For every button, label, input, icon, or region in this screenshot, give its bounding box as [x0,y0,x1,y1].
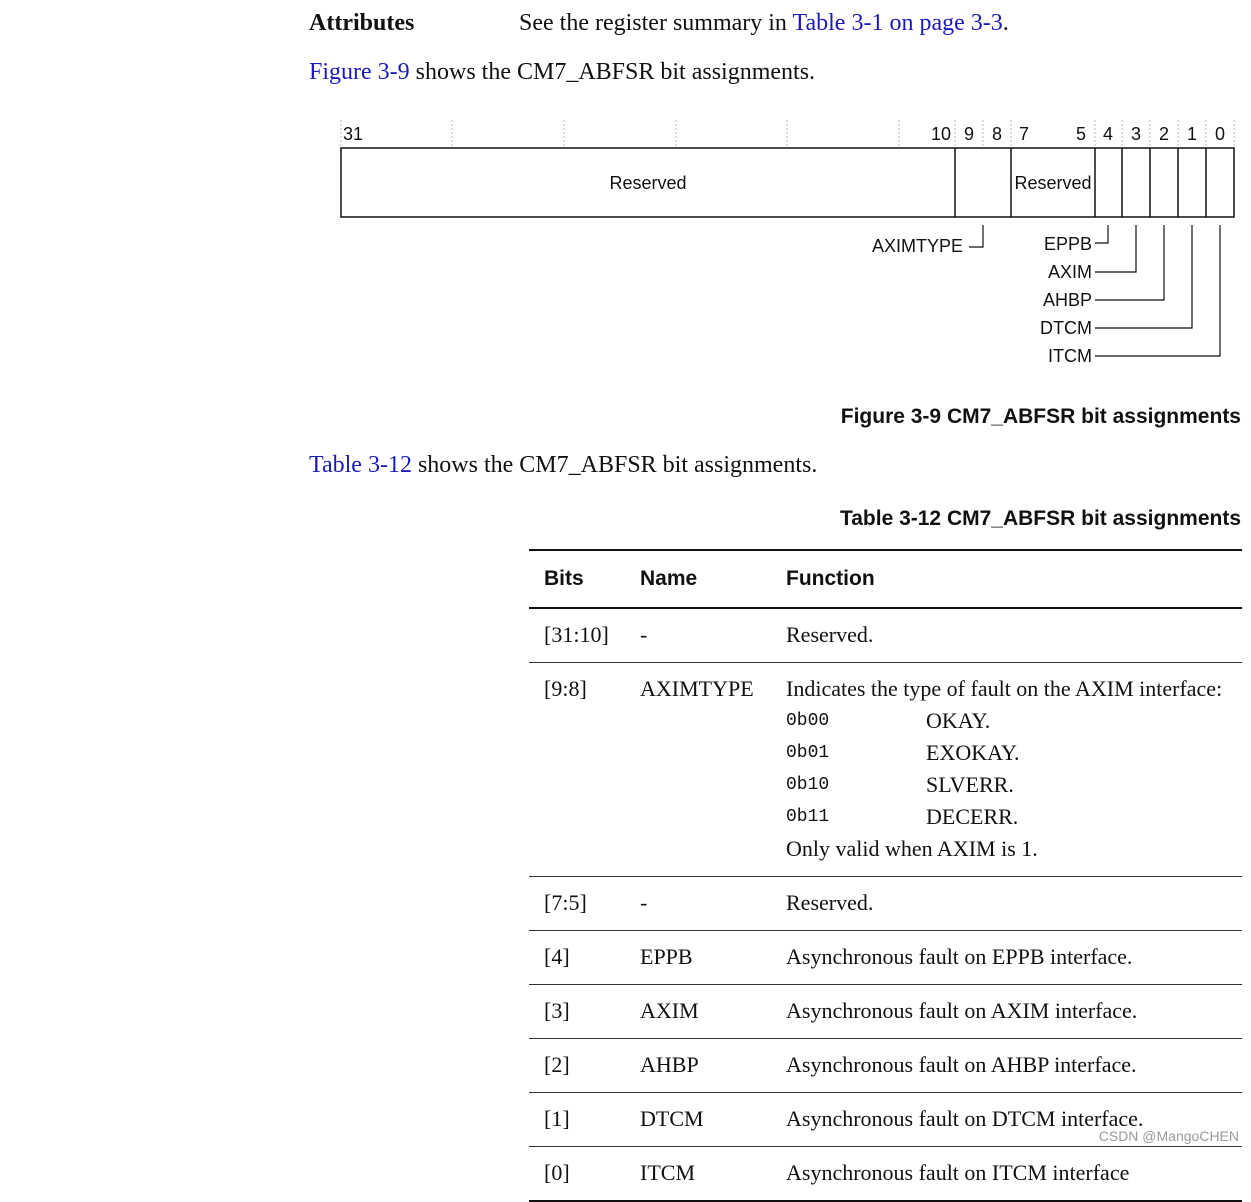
table-header-row [529,550,1242,608]
cell-function: Asynchronous fault on ITCM interface [786,1160,1130,1185]
encoding-code: 0b01 [786,743,830,763]
encoding-row [786,737,1242,769]
header-bits: Bits [544,567,584,590]
bit-number-1: 1 [1186,124,1198,144]
bit-number-10: 10 [930,124,952,144]
cell-function: Asynchronous fault on AXIM interface. [786,998,1138,1023]
cell-function: Reserved. [786,622,874,647]
table-intro [309,452,817,479]
table-row [529,663,1242,877]
cell-name: - [640,622,648,647]
callout-leaders [969,225,1220,356]
bit-number-7: 7 [1018,124,1030,144]
bit-assignments-table [529,549,1242,1202]
cell-name: DTCM [640,1106,704,1131]
table-row [529,931,1242,985]
bit-grid-guides [341,120,1234,147]
bit-assignment-figure [0,0,1251,400]
header-function: Function [786,567,875,590]
attributes-label: Attributes [309,10,415,36]
cell-bits: [0] [544,1160,570,1185]
bit-number-4: 4 [1102,124,1114,144]
callout-ahbp: AHBP [1042,290,1092,310]
table-caption: Table 3-12 CM7_ABFSR bit assignments [839,507,1241,530]
cell-bits: [9:8] [544,676,587,701]
cell-bits: [3] [544,998,570,1023]
table-3-12-link[interactable]: Table 3-12 [309,452,412,478]
cell-name: AHBP [640,1052,699,1077]
table-row [529,1147,1242,1202]
cell-bits: [1] [544,1106,570,1131]
encoding-row [786,801,1242,833]
aximtype-description: Indicates the type of fault on the AXIM interface: [786,676,1223,701]
bit-number-5: 5 [1075,124,1087,144]
table-row [529,1039,1242,1093]
cell-name: - [640,890,648,915]
encoding-row [786,705,1242,737]
encoding-code: 0b10 [786,775,830,795]
aximtype-note: Only valid when AXIM is 1. [786,836,1038,861]
bit-number-9: 9 [963,124,975,144]
cell-function [771,663,1242,877]
cell-function: Asynchronous fault on DTCM interface. [786,1106,1144,1131]
table-intro-text: shows the CM7_ABFSR bit assignments. [411,452,818,478]
bit-number-0: 0 [1214,124,1226,144]
header-name: Name [640,567,698,590]
cell-function: Asynchronous fault on EPPB interface. [786,944,1133,969]
callout-aximtype: AXIMTYPE [871,236,963,256]
cell-bits: [7:5] [544,890,587,915]
encoding-meaning: EXOKAY. [926,740,1020,765]
bit-number-2: 2 [1158,124,1170,144]
callout-axim: AXIM [1047,262,1092,282]
callout-itcm: ITCM [1048,346,1092,366]
bit-number-labels [343,124,1225,144]
attributes-text-prefix: See the register summary in [519,10,793,36]
field-reserved-lower: Reserved [1014,173,1092,193]
attributes-text-suffix: . [1002,10,1009,36]
cell-name: EPPB [640,944,693,969]
encoding-meaning: OKAY. [926,708,991,733]
table-row [529,877,1242,931]
register-box [341,148,1234,217]
cell-bits: [4] [544,944,570,969]
encoding-code: 0b00 [786,711,830,731]
cell-function: Asynchronous fault on AHBP interface. [786,1052,1137,1077]
table-3-1-link[interactable]: Table 3-1 on page 3-3 [792,10,1003,36]
cell-bits: [2] [544,1052,570,1077]
bit-number-31: 31 [343,124,364,144]
encoding-meaning: SLVERR. [926,772,1014,797]
table-row [529,985,1242,1039]
cell-bits: [31:10] [544,622,609,647]
callout-dtcm: DTCM [1040,318,1092,338]
cell-function: Reserved. [786,890,874,915]
bit-number-3: 3 [1130,124,1142,144]
table-row [529,608,1242,663]
callout-eppb: EPPB [1043,234,1092,254]
cell-name: ITCM [640,1160,695,1185]
watermark: CSDN @MangoCHEN [1098,1128,1239,1144]
figure-3-9-link[interactable]: Figure 3-9 [309,59,410,85]
encoding-row [786,769,1242,801]
cell-name: AXIMTYPE [640,676,754,701]
encoding-code: 0b11 [786,807,830,827]
encoding-meaning: DECERR. [926,804,1019,829]
cell-name: AXIM [640,998,699,1023]
field-reserved-upper: Reserved [609,173,687,193]
bit-number-8: 8 [991,124,1003,144]
figure-intro-text: shows the CM7_ABFSR bit assignments. [409,59,816,85]
figure-caption: Figure 3-9 CM7_ABFSR bit assignments [840,405,1241,428]
